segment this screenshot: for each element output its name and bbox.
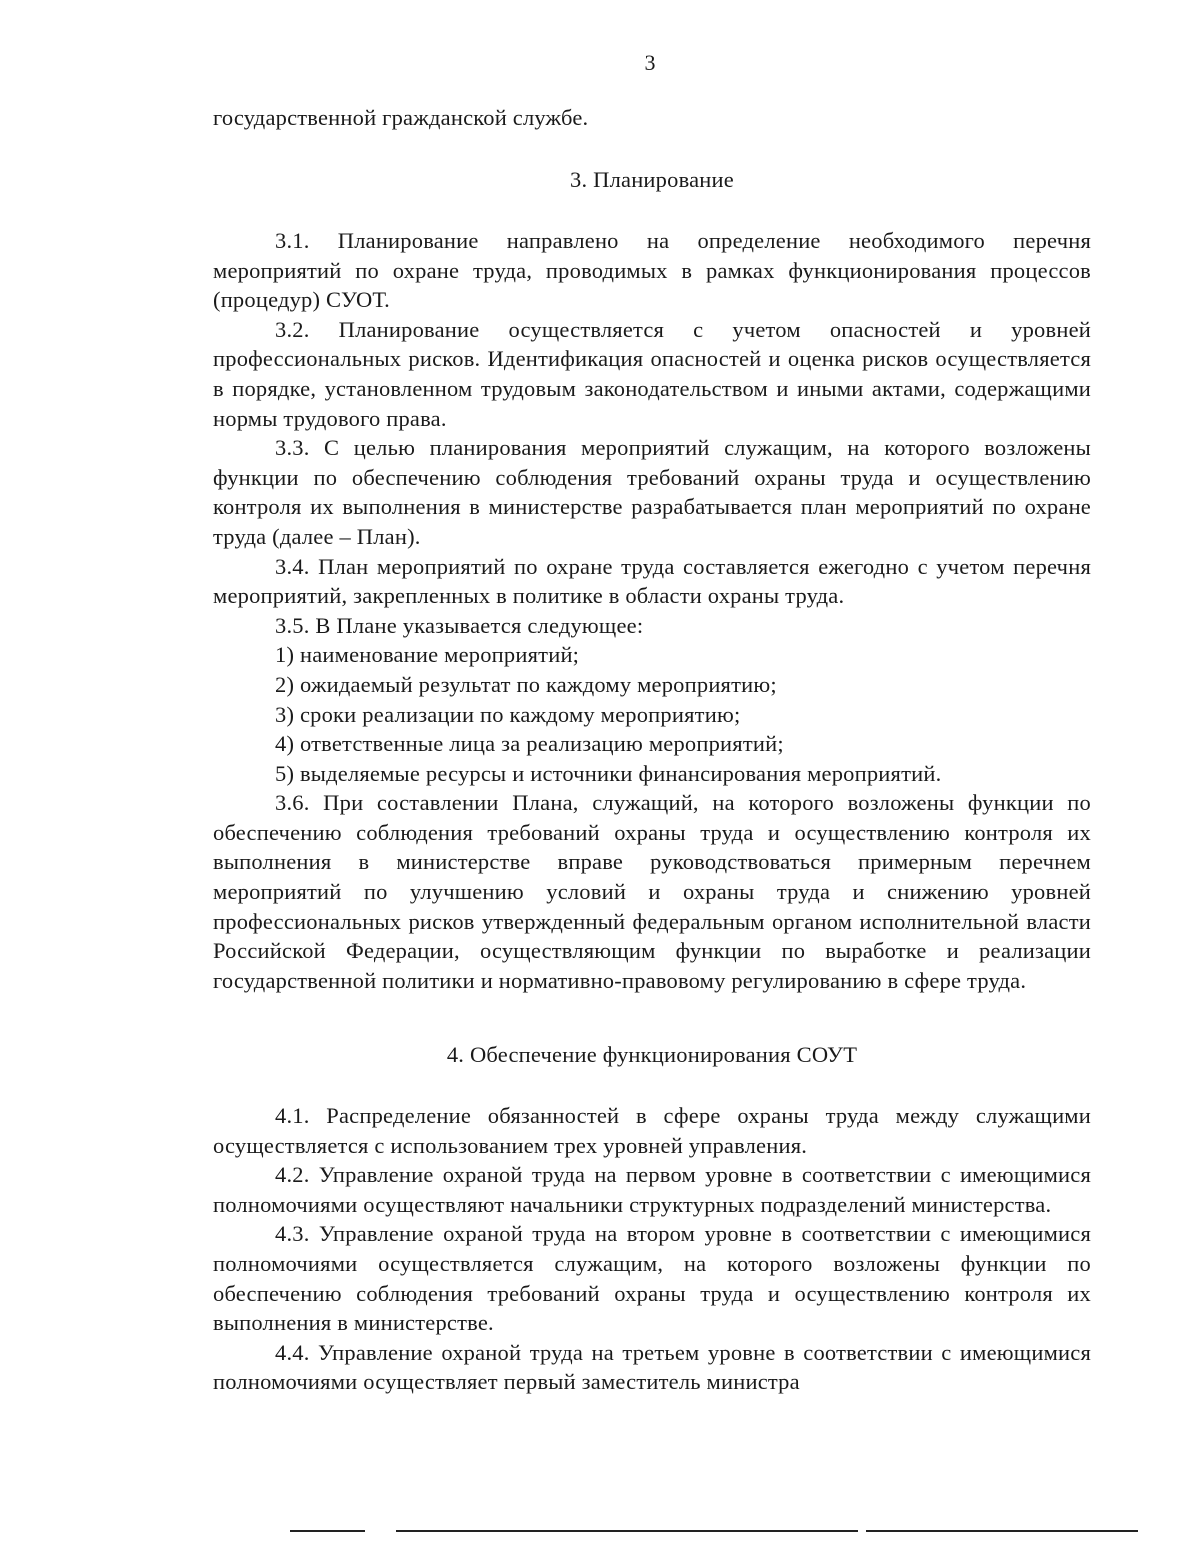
list-item-4: 4) ответственные лица за реализацию мероприятий; bbox=[275, 731, 784, 757]
list-item-5: 5) выделяемые ресурсы и источники финансирования мероприятий. bbox=[275, 760, 942, 786]
paragraph-3-4: 3.4. План мероприятий по охране труда составляется ежегодно с учетом перечня мероприятий, закрепленных в политике в области охраны труда. bbox=[213, 553, 1091, 609]
paragraph-fragment: государственной гражданской службе. bbox=[213, 105, 589, 130]
paragraph-3-2: 3.2. Планирование осуществляется с учетом опасностей и уровней профессиональных рисков. Идентификация опасностей и оценка рисков осуществляется в порядке, установленном трудовым законодательством и иными актами, содержащими нормы трудового права. bbox=[213, 316, 1091, 431]
paragraph-3-1: 3.1. Планирование направлено на определение необходимого перечня мероприятий по охране труда, проводимых в рамках функционирования процессов (процедур) СУОТ. bbox=[213, 228, 1091, 313]
paragraph-3-6: 3.6. При составлении Плана, служащий, на которого возложены функции по обеспечению соблюдения требований охраны труда и осуществлению контроля их выполнения в министерстве вправе руководствоваться примерным перечнем мероприятий по улучшению условий и охраны труда и снижению уровней профессиональных рисков утвержденный федеральным органом исполнительной власти Российской Федерации, осуществляющим функции по выработке и реализации государственной политики и нормативно-правовому регулированию в сфере труда. bbox=[213, 790, 1091, 993]
continued-paragraph bbox=[213, 103, 1091, 133]
section-3-heading-block bbox=[213, 165, 1091, 195]
list-item-2: 2) ожидаемый результат по каждому мероприятию; bbox=[275, 671, 777, 697]
list-item-1: 1) наименование мероприятий; bbox=[275, 642, 580, 668]
paragraph-3-5: 3.5. В Плане указывается следующее: bbox=[275, 612, 644, 638]
paragraph-4-1: 4.1. Распределение обязанностей в сфере охраны труда между служащими осуществляется с использованием трех уровней управления. bbox=[213, 1103, 1091, 1158]
paragraph-3-3: 3.3. С целью планирования мероприятий служащим, на которого возложены функции по обеспечению соблюдения требований охраны труда и осуществлению контроля их выполнения в министерстве разрабатывается план мероприятий по охране труда (далее – План). bbox=[213, 435, 1091, 549]
page-number: 3 bbox=[644, 50, 656, 75]
paragraph-4-4: 4.4. Управление охраной труда на третьем уровне в соответствии с имеющимися полномочиями осуществляет первый заместитель министра bbox=[213, 1339, 1091, 1395]
section-4-title: 4. Обеспечение функционирования СОУТ bbox=[446, 1042, 858, 1067]
section-3-body bbox=[213, 226, 1091, 995]
footer-divider bbox=[396, 1530, 858, 1532]
section-4-heading-block bbox=[213, 1040, 1091, 1070]
section-3-title: 3. Планирование bbox=[570, 167, 734, 192]
footer-divider bbox=[866, 1530, 1138, 1532]
section-4-body bbox=[213, 1101, 1091, 1397]
list-item-3: 3) сроки реализации по каждому мероприятию; bbox=[275, 701, 741, 727]
paragraph-4-2: 4.2. Управление охраной труда на первом уровне в соответствии с имеющимися полномочиями осуществляют начальники структурных подразделений министерства. bbox=[213, 1162, 1091, 1217]
footer-divider bbox=[290, 1530, 365, 1532]
paragraph-4-3: 4.3. Управление охраной труда на втором уровне в соответствии с имеющимися полномочиями осуществляется служащим, на которого возложены функции по обеспечению соблюдения требований охраны труда и осуществлению контроля их выполнения в министерстве. bbox=[213, 1221, 1091, 1336]
